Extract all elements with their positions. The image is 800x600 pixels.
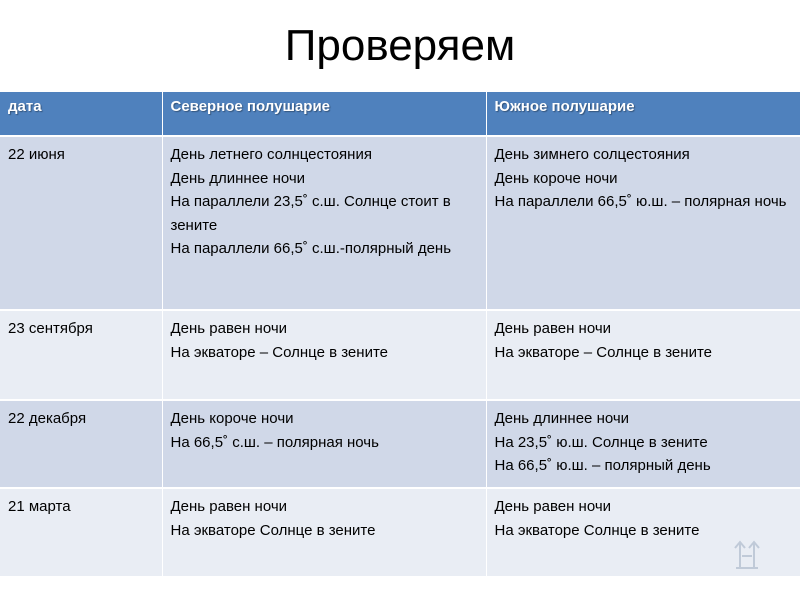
cell-south: День длиннее ночи На 23,5˚ ю.ш. Солнце в зените На 66,5˚ ю.ш. – полярный день [486,400,800,488]
comparison-table [0,92,800,576]
table-row [0,310,800,400]
table-row [0,400,800,488]
cell-date: 22 декабря [0,400,162,488]
cell-south: День равен ночи На экваторе – Солнце в зените [486,310,800,400]
cell-date: 21 марта [0,488,162,576]
cell-south: День зимнего солцестояния День короче ночи На параллели 66,5˚ ю.ш. – полярная ночь [486,136,800,310]
header-southern-hemisphere: Южное полушарие [486,92,800,136]
cell-north: День равен ночи На экваторе – Солнце в зените [162,310,486,400]
table-row [0,488,800,576]
cell-south: День равен ночи На экваторе Солнце в зените [486,488,800,576]
header-northern-hemisphere: Северное полушарие [162,92,486,136]
cell-north: День летнего солнцестояния День длиннее ночи На параллели 23,5˚ с.ш. Солнце стоит в зените На параллели 66,5˚ с.ш.-полярный день [162,136,486,310]
cell-date: 22 июня [0,136,162,310]
header-date: дата [0,92,162,136]
cell-date: 23 сентября [0,310,162,400]
watermark-logo-icon [730,538,764,572]
table-header-row [0,92,800,136]
cell-north: День короче ночи На 66,5˚ с.ш. – полярная ночь [162,400,486,488]
page-title: Проверяем [284,21,516,70]
table-row [0,136,800,310]
cell-north: День равен ночи На экваторе Солнце в зените [162,488,486,576]
